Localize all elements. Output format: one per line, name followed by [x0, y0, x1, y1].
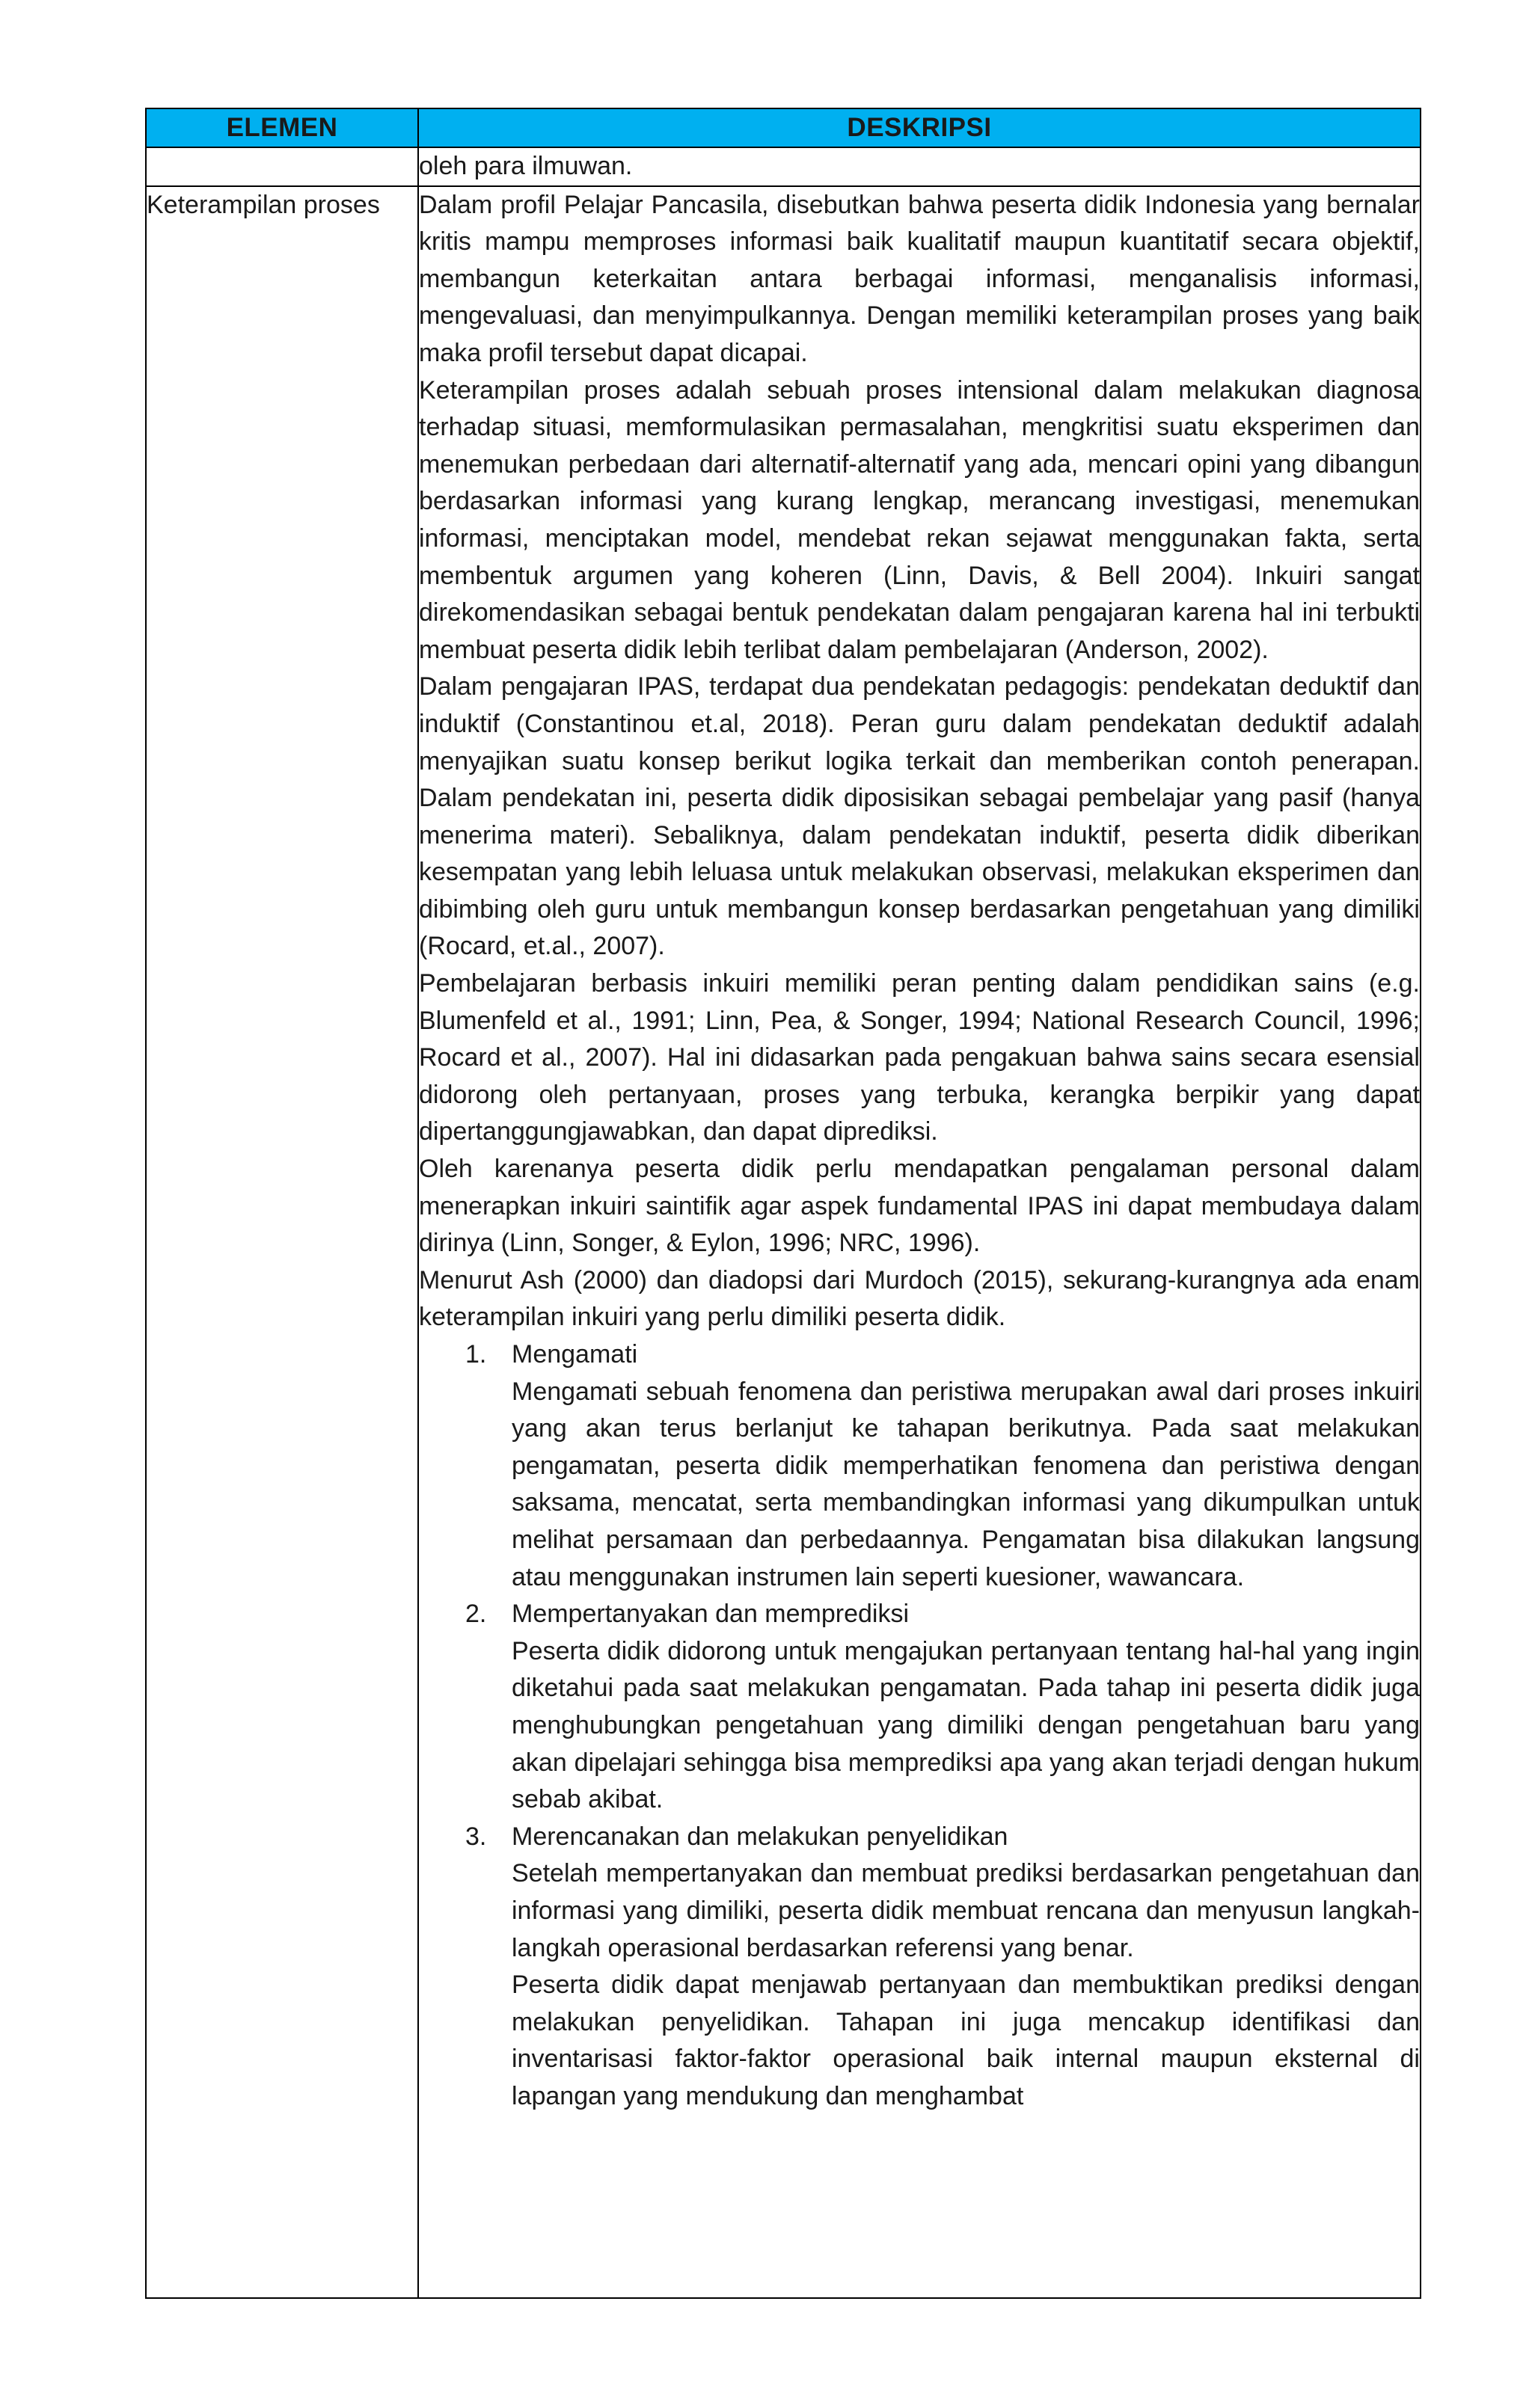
list-item-text: Peserta didik didorong untuk mengajukan pertanyaan tentang hal-hal yang ingin diketahui pada saat melakukan pengamatan. Pada tahap ini peserta didik juga menghubungkan pengetahuan yang dimiliki dengan pengetahuan baru yang akan dipelajari sehingga bisa memprediksi apa yang akan terjadi dengan hukum sebab akibat. [512, 1636, 1420, 1814]
description-paragraph: Pembelajaran berbasis inkuiri memiliki peran penting dalam pendidikan sains (e.g. Blumenfeld et al., 1991; Linn, Pea, & Songer, 1994; National Research Council, 1996; Rocard et al., 2007). Hal ini didasarkan pada pengakuan bahwa sains secara esensial didorong oleh pertanyaan, proses yang terbuka, kerangka berpikir yang dapat dipertanggungjawabkan, dan dapat diprediksi. [419, 969, 1420, 1146]
list-item-text: Mengamati sebuah fenomena dan peristiwa merupakan awal dari proses inkuiri yang akan terus berlanjut ke tahapan berikutnya. Pada saat melakukan pengamatan, peserta didik memperhatikan fenomena dan peristiwa dengan saksama, mencatat, serta membandingkan informasi yang dikumpulkan untuk melihat persamaan dan perbedaannya. Pengamatan bisa dilakukan langsung atau menggunakan instrumen lain seperti kuesioner, wawancara. [512, 1377, 1420, 1591]
header-description: DESKRIPSI [418, 108, 1421, 147]
element-cell: Keterampilan proses [146, 186, 418, 2298]
table-row [146, 147, 1421, 186]
list-item-text: Setelah mempertanyakan dan membuat prediksi berdasarkan pengetahuan dan informasi yang dimiliki, peserta didik membuat rencana dan menyusun langkah-langkah operasional berdasarkan referensi yang benar. [512, 1859, 1420, 1962]
continuation-element-cell [146, 147, 418, 186]
description-paragraph: Dalam pengajaran IPAS, terdapat dua pendekatan pedagogis: pendekatan deduktif dan induktif (Constantinou et.al, 2018). Peran guru dalam pendekatan deduktif adalah menyajikan suatu konsep berikut logika terkait dan memberikan contoh penerapan. Dalam pendekatan ini, peserta didik diposisikan sebagai pembelajar yang pasif (hanya menerima materi). Sebaliknya, dalam pendekatan induktif, peserta didik diberikan kesempatan yang lebih leluasa untuk melakukan observasi, melakukan eksperimen dan dibimbing oleh guru untuk membangun konsep berdasarkan pengetahuan yang dimiliki (Rocard, et.al., 2007). [419, 672, 1420, 961]
header-element: ELEMEN [146, 108, 418, 147]
skills-list [419, 1336, 1420, 2115]
list-item-title: Merencanakan dan melakukan penyelidikan [512, 1822, 1008, 1851]
list-item-number: 1. [465, 1340, 487, 1369]
list-item [419, 1596, 1420, 1819]
list-item-number: 3. [465, 1822, 487, 1851]
description-paragraph: Oleh karenanya peserta didik perlu mendapatkan pengalaman personal dalam menerapkan inkuiri saintifik agar aspek fundamental IPAS ini dapat membudaya dalam dirinya (Linn, Songer, & Eylon, 1996; NRC, 1996). [419, 1155, 1420, 1258]
description-paragraph: Menurut Ash (2000) dan diadopsi dari Murdoch (2015), sekurang-kurangnya ada enam keterampilan inkuiri yang perlu dimiliki peserta didik. [419, 1265, 1420, 1332]
continuation-description-cell: oleh para ilmuwan. [418, 147, 1421, 186]
list-item-text: Peserta didik dapat menjawab pertanyaan dan membuktikan prediksi dengan melakukan penyelidikan. Tahapan ini juga mencakup identifikasi dan inventarisasi faktor-faktor operasional baik internal maupun eksternal di lapangan yang mendukung dan menghambat [512, 1971, 1420, 2110]
table-row [146, 186, 1421, 2298]
list-item-title: Mengamati [512, 1340, 638, 1369]
table-header-row [146, 108, 1421, 147]
description-paragraph: Dalam profil Pelajar Pancasila, disebutkan bahwa peserta didik Indonesia yang bernalar kritis mampu memproses informasi baik kualitatif maupun kuantitatif secara objektif, membangun keterkaitan antara berbagai informasi, menganalisis informasi, mengevaluasi, dan menyimpulkannya. Dengan memiliki keterampilan proses yang baik maka profil tersebut dapat dicapai. [419, 190, 1420, 367]
description-paragraph: Keterampilan proses adalah sebuah proses intensional dalam melakukan diagnosa terhadap situasi, memformulasikan permasalahan, mengkritisi suatu eksperimen dan menemukan perbedaan dari alternatif-alternatif yang ada, mencari opini yang dibangun berdasarkan informasi yang kurang lengkap, merancang investigasi, menemukan informasi, menciptakan model, mendebat rekan sejawat menggunakan fakta, serta membentuk argumen yang koheren (Linn, Davis, & Bell 2004). Inkuiri sangat direkomendasikan sebagai bentuk pendekatan dalam pengajaran karena hal ini terbukti membuat peserta didik lebih terlibat dalam pembelajaran (Anderson, 2002). [419, 375, 1420, 664]
curriculum-table [145, 108, 1421, 2299]
list-item [419, 1819, 1420, 2116]
list-item-title: Mempertanyakan dan memprediksi [512, 1600, 910, 1629]
description-cell [418, 186, 1421, 2298]
list-item-number: 2. [465, 1600, 487, 1629]
list-item [419, 1336, 1420, 1596]
